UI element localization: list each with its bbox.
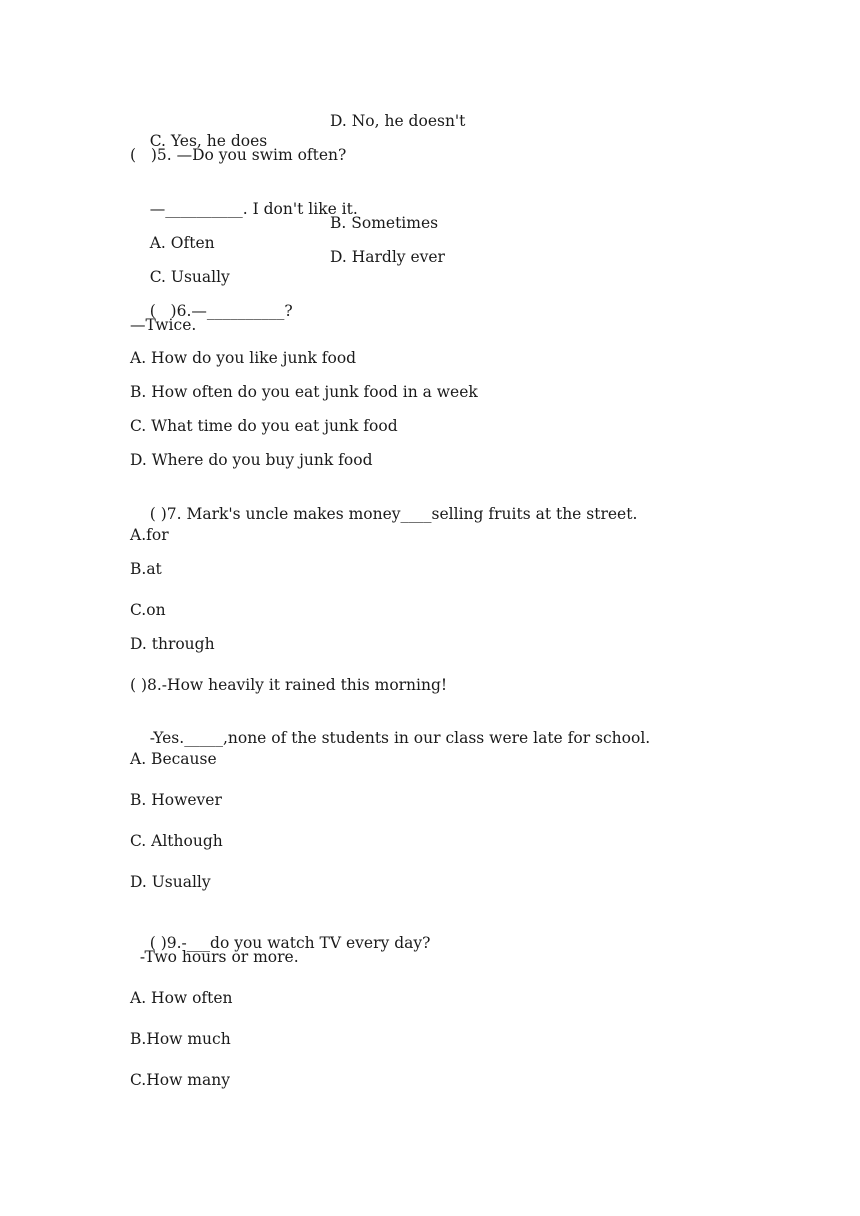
answer-blank: __________	[165, 200, 243, 218]
response-start: -Yes.	[149, 729, 185, 747]
response-text: ,none of the students in our class were late for school.	[222, 729, 651, 747]
option-c-q8: C. Although	[130, 832, 223, 850]
option-d-q8: D. Usually	[130, 873, 211, 891]
option-b-text: B. Sometimes	[330, 214, 439, 232]
option-c-text: C. Yes, he does	[149, 132, 268, 150]
dash: —	[149, 200, 166, 218]
option-c-q6: C. What time do you eat junk food	[130, 417, 398, 435]
question-text: ( )7. Mark's uncle makes money	[149, 505, 401, 523]
option-b-q8: B. However	[130, 791, 222, 809]
question-6-response: —Twice.	[130, 316, 197, 334]
question-number: ( )6.—	[149, 302, 207, 320]
question-number: ( )9.-	[149, 934, 187, 952]
response-text: . I don't like it.	[242, 200, 358, 218]
option-d-text: D. Hardly ever	[330, 248, 445, 266]
question-text: do you watch TV every day?	[210, 934, 431, 952]
question-7	[130, 484, 637, 544]
option-c-q7: C.on	[130, 601, 166, 619]
answer-blank: __________	[206, 302, 285, 320]
option-a-text: A. Often	[149, 234, 215, 252]
option-a-q6: A. How do you like junk food	[130, 349, 357, 367]
question-9-response: -Two hours or more.	[130, 948, 299, 966]
question-5: ( )5. —Do you swim often?	[130, 146, 347, 164]
option-a-q9: A. How often	[130, 989, 233, 1007]
question-text-end: selling fruits at the street.	[431, 505, 638, 523]
answer-blank: ____	[400, 505, 432, 523]
question-8: ( )8.-How heavily it rained this morning!	[130, 676, 448, 694]
answer-blank: _____	[184, 729, 223, 747]
option-d-q7: D. through	[130, 635, 215, 653]
answer-blank: ___	[186, 934, 211, 952]
option-c-q9: C.How many	[130, 1071, 230, 1089]
option-a-q8: A. Because	[130, 750, 217, 768]
option-b-q6: B. How often do you eat junk food in a week	[130, 383, 478, 401]
question-mark: ?	[284, 302, 293, 320]
option-a-q7: A.for	[130, 526, 169, 544]
option-c-text: C. Usually	[149, 268, 230, 286]
option-d-q6: D. Where do you buy junk food	[130, 451, 373, 469]
option-d-text: D. No, he doesn't	[330, 112, 466, 130]
option-b-q7: B.at	[130, 560, 162, 578]
option-b-q9: B.How much	[130, 1030, 231, 1048]
